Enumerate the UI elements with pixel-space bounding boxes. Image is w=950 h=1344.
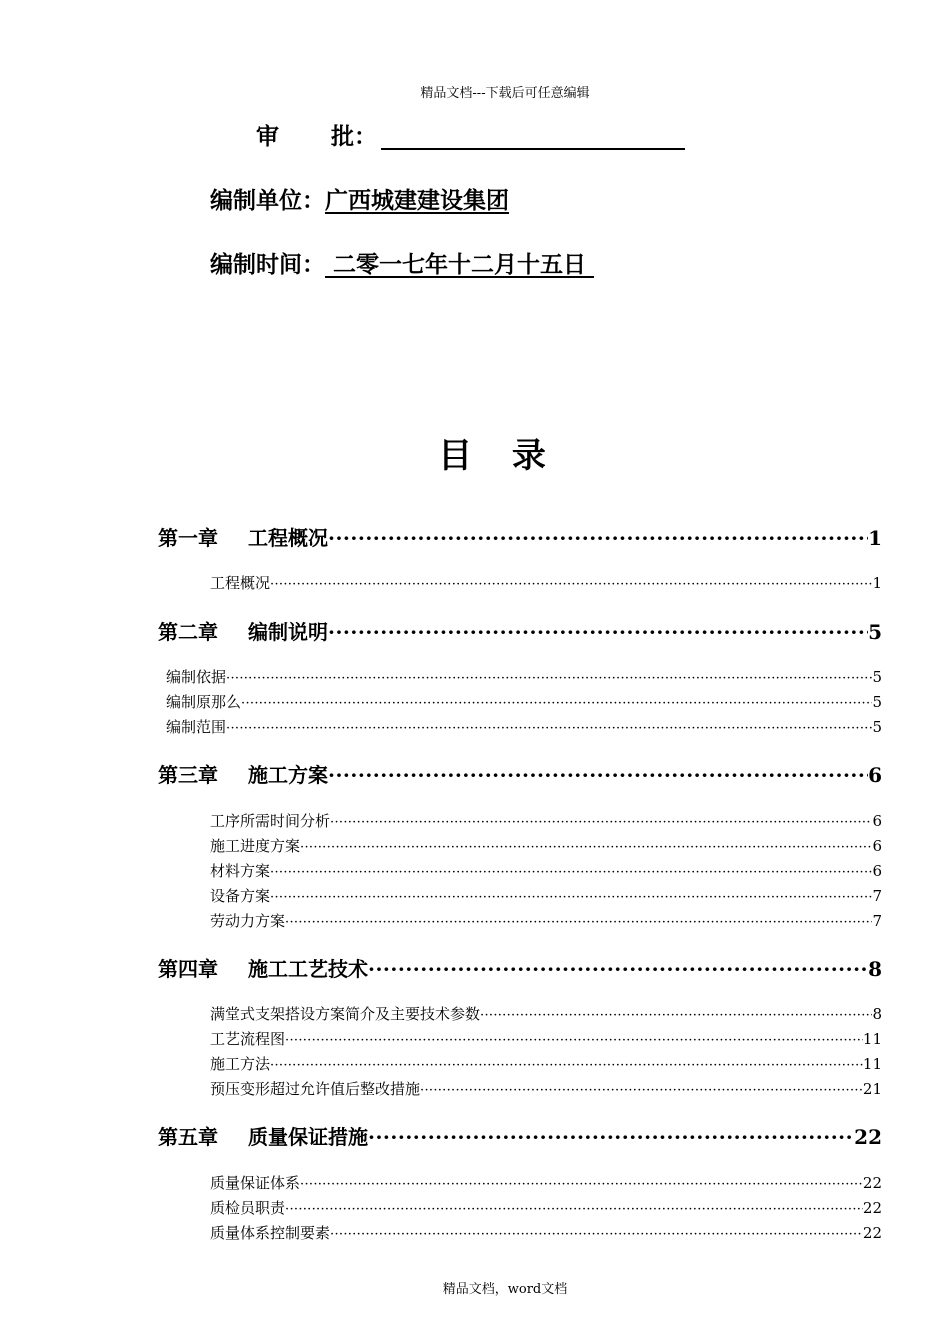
leader-dots bbox=[226, 721, 872, 736]
item-title: 质检员职责 bbox=[210, 1199, 286, 1217]
leader-dots bbox=[328, 526, 868, 550]
toc-chapter-3[interactable] bbox=[158, 759, 882, 788]
leader-dots bbox=[368, 957, 868, 981]
item-title: 材料方案 bbox=[210, 862, 271, 880]
item-title: 工程概况 bbox=[210, 574, 271, 592]
item-page: 6 bbox=[872, 812, 882, 830]
item-title: 编制依据 bbox=[166, 668, 227, 686]
item-title: 劳动力方案 bbox=[210, 912, 286, 930]
toc-item[interactable] bbox=[210, 810, 882, 831]
item-page: 6 bbox=[872, 862, 882, 880]
item-page: 7 bbox=[872, 912, 882, 930]
leader-dots bbox=[285, 1202, 863, 1217]
chapter-page: 8 bbox=[868, 957, 882, 981]
toc-item[interactable] bbox=[210, 1003, 882, 1024]
leader-dots bbox=[330, 815, 872, 830]
item-page: 22 bbox=[862, 1224, 882, 1242]
page-footer-note: 精品文档，word文档 bbox=[442, 1282, 568, 1297]
item-title: 质量保证体系 bbox=[210, 1174, 301, 1192]
chapter-title: 施工方案 bbox=[248, 763, 328, 787]
toc-item[interactable] bbox=[166, 716, 882, 737]
item-page: 11 bbox=[862, 1055, 882, 1073]
item-page: 22 bbox=[862, 1199, 882, 1217]
toc-item[interactable] bbox=[210, 835, 882, 856]
time-value: 二零一七年十二月十五日 bbox=[325, 252, 595, 278]
unit-value: 广西城建建设集团 bbox=[325, 188, 509, 214]
chapter-number: 第三章 bbox=[158, 763, 218, 787]
item-title: 施工方法 bbox=[210, 1055, 271, 1073]
item-title: 编制原那么 bbox=[166, 693, 242, 711]
time-label: 编制时间： bbox=[210, 252, 325, 278]
item-title: 设备方案 bbox=[210, 887, 271, 905]
toc-item[interactable] bbox=[210, 1028, 882, 1049]
leader-dots bbox=[285, 1033, 863, 1048]
toc-item[interactable] bbox=[210, 572, 882, 593]
toc-chapter-5[interactable] bbox=[158, 1121, 882, 1150]
page-header-note: 精品文档---下载后可任意编辑 bbox=[420, 86, 590, 101]
chapter-number: 第二章 bbox=[158, 620, 218, 644]
item-page: 21 bbox=[862, 1080, 882, 1098]
item-page: 5 bbox=[872, 668, 882, 686]
toc-title: 目 录 bbox=[438, 436, 560, 476]
time-field bbox=[210, 246, 594, 279]
leader-dots bbox=[270, 890, 872, 905]
chapter-title: 工程概况 bbox=[248, 526, 328, 550]
item-title: 预压变形超过允许值后整改措施 bbox=[210, 1080, 421, 1098]
approve-signature-line bbox=[381, 148, 685, 150]
chapter-title: 施工工艺技术 bbox=[248, 957, 368, 981]
toc-item[interactable] bbox=[210, 1197, 882, 1218]
toc-chapter-1[interactable] bbox=[158, 522, 882, 551]
item-title: 工序所需时间分析 bbox=[210, 812, 331, 830]
toc-chapter-2[interactable] bbox=[158, 616, 882, 645]
toc-item[interactable] bbox=[210, 1172, 882, 1193]
leader-dots bbox=[226, 671, 872, 686]
chapter-number: 第五章 bbox=[158, 1125, 218, 1149]
chapter-number: 第四章 bbox=[158, 957, 218, 981]
approve-label-2: 批： bbox=[331, 124, 377, 150]
leader-dots bbox=[285, 915, 872, 930]
leader-dots bbox=[241, 696, 872, 711]
approve-field bbox=[256, 118, 685, 151]
toc-item[interactable] bbox=[210, 885, 882, 906]
toc-chapter-4[interactable] bbox=[158, 953, 882, 982]
toc-item[interactable] bbox=[210, 910, 882, 931]
leader-dots bbox=[420, 1083, 863, 1098]
item-title: 质量体系控制要素 bbox=[210, 1224, 331, 1242]
item-page: 7 bbox=[872, 887, 882, 905]
item-page: 11 bbox=[862, 1030, 882, 1048]
unit-field bbox=[210, 182, 509, 215]
toc-item[interactable] bbox=[166, 666, 882, 687]
approve-label-1: 审 bbox=[256, 124, 279, 150]
item-page: 8 bbox=[872, 1005, 882, 1023]
chapter-page: 5 bbox=[868, 620, 882, 644]
item-title: 工艺流程图 bbox=[210, 1030, 286, 1048]
item-page: 6 bbox=[872, 837, 882, 855]
leader-dots bbox=[300, 840, 872, 855]
item-page: 5 bbox=[872, 693, 882, 711]
toc-item[interactable] bbox=[166, 691, 882, 712]
chapter-page: 6 bbox=[868, 763, 882, 787]
chapter-page: 1 bbox=[868, 526, 882, 550]
chapter-title: 质量保证措施 bbox=[248, 1125, 368, 1149]
item-title: 施工进度方案 bbox=[210, 837, 301, 855]
chapter-number: 第一章 bbox=[158, 526, 218, 550]
chapter-title: 编制说明 bbox=[248, 620, 328, 644]
leader-dots bbox=[300, 1177, 863, 1192]
toc-item[interactable] bbox=[210, 1222, 882, 1243]
item-page: 1 bbox=[872, 574, 882, 592]
item-title: 编制范围 bbox=[166, 718, 227, 736]
item-title: 满堂式支架搭设方案简介及主要技术参数 bbox=[210, 1005, 481, 1023]
leader-dots bbox=[270, 577, 872, 592]
leader-dots bbox=[270, 1058, 863, 1073]
unit-label: 编制单位： bbox=[210, 188, 325, 214]
toc-item[interactable] bbox=[210, 860, 882, 881]
leader-dots bbox=[270, 865, 872, 880]
leader-dots bbox=[480, 1008, 872, 1023]
leader-dots bbox=[330, 1227, 863, 1242]
leader-dots bbox=[368, 1125, 854, 1149]
leader-dots bbox=[328, 763, 868, 787]
toc-item[interactable] bbox=[210, 1078, 882, 1099]
leader-dots bbox=[328, 620, 868, 644]
chapter-page: 22 bbox=[854, 1125, 882, 1149]
toc-item[interactable] bbox=[210, 1053, 882, 1074]
item-page: 5 bbox=[872, 718, 882, 736]
item-page: 22 bbox=[862, 1174, 882, 1192]
